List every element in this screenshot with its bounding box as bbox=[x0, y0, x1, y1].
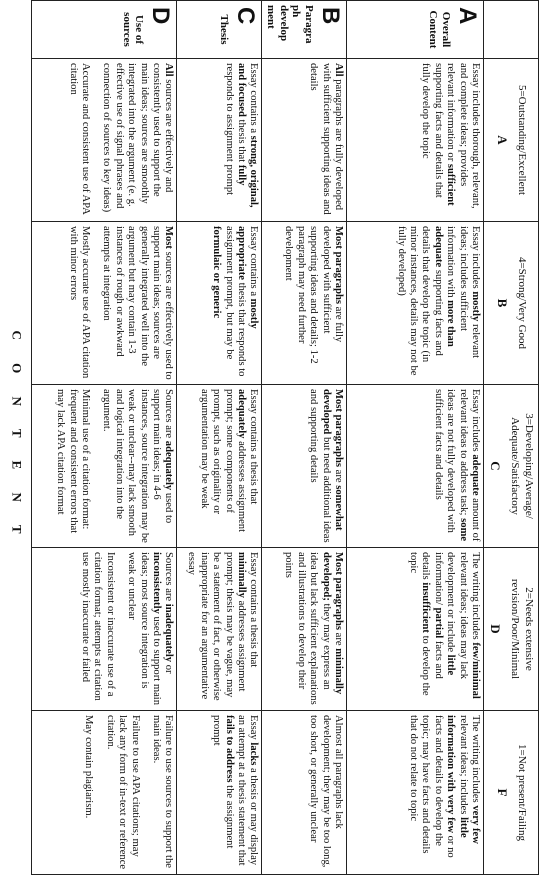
criterion-paragraph bbox=[282, 226, 344, 380]
criterion-text: Essay includes bbox=[470, 226, 481, 292]
criterion-text: thesis that bbox=[236, 116, 248, 165]
criterion-cell bbox=[32, 222, 177, 385]
row-letter: D bbox=[147, 7, 175, 25]
criterion-text: The writing includes bbox=[470, 552, 481, 643]
criterion-text: Mostly accurate use of APA citation with minor errors bbox=[67, 226, 92, 379]
row-letter: B bbox=[317, 7, 344, 25]
criterion-paragraph bbox=[100, 63, 174, 217]
criterion-text: relevant ideas; includes bbox=[457, 715, 469, 818]
row-name-line: ph bbox=[290, 5, 303, 18]
criterion-text: sources are effectively used to support main ideas; sources are generally integrated well into the argument but may contain 1-3 instances of rough or awkward attempts at integration bbox=[101, 226, 175, 380]
criterion-text: or no facts and details to develop the topic; may have facts and details that do not relate to topic bbox=[408, 715, 457, 858]
criterion-emphasis: inconsistently bbox=[151, 552, 163, 614]
rubric-row-thesis bbox=[177, 1, 262, 875]
criterion-paragraph bbox=[307, 715, 344, 870]
header-grade-d bbox=[484, 548, 539, 711]
criterion-emphasis: somewhat developed bbox=[320, 389, 344, 531]
criterion-paragraph bbox=[150, 715, 175, 870]
row-header-overall-content bbox=[347, 1, 484, 59]
criterion-text: supporting facts and details that develop the topic (in minor instances, details may not be fully developed) bbox=[395, 226, 444, 376]
criterion-text: addresses assignment prompt; thesis may be vague, may be a statement of fact, or otherwise inappropriate for an argumentative essay bbox=[186, 552, 248, 701]
header-grade-a bbox=[484, 59, 539, 222]
criterion-text: are bbox=[333, 629, 344, 649]
criterion-paragraph bbox=[100, 389, 174, 543]
row-name-line: ment bbox=[265, 5, 278, 29]
scale-label-b: 4=Strong/Very Good bbox=[516, 256, 528, 350]
criterion-text: Sources are bbox=[163, 552, 175, 604]
criterion-emphasis: some bbox=[457, 518, 469, 542]
criterion-cell bbox=[347, 222, 484, 385]
criterion-paragraph bbox=[431, 389, 481, 543]
criterion-text: used to support main ideas; in 4-6 instances, source integration may be weak or unclear--may lack smooth and logical integration into the argument. bbox=[101, 389, 175, 543]
criterion-emphasis: Most paragraphs bbox=[333, 552, 344, 630]
criterion-emphasis: more than adequate bbox=[432, 226, 457, 347]
criterion-text: used to support main ideas; most source integration is weak or unclear bbox=[126, 552, 163, 706]
criterion-cell bbox=[262, 711, 347, 875]
criterion-paragraph bbox=[54, 389, 91, 543]
criterion-emphasis: little information with very few bbox=[445, 715, 469, 838]
criterion-cell bbox=[177, 385, 262, 548]
criterion-emphasis: Most paragraphs bbox=[333, 389, 344, 467]
criterion-cell bbox=[347, 385, 484, 548]
criterion-paragraph bbox=[82, 715, 94, 870]
row-name bbox=[264, 5, 315, 54]
rubric-row-use-of-sources bbox=[32, 1, 177, 875]
criterion-text: Accurate and consistent use of APA citation bbox=[67, 63, 92, 215]
row-name: Thesis bbox=[218, 14, 231, 45]
criterion-text: Failure to use APA citations; may lack any form of in-text or reference citation. bbox=[104, 715, 141, 870]
criterion-emphasis: lacks bbox=[248, 742, 260, 766]
criterion-cell bbox=[262, 548, 347, 711]
criterion-emphasis: Most paragraphs bbox=[333, 226, 344, 304]
grade-letter-f: F bbox=[495, 788, 511, 797]
criterion-paragraph bbox=[125, 552, 175, 706]
row-letter: A bbox=[454, 7, 481, 25]
scale-label-f: 1=Not present/Failing bbox=[516, 744, 528, 841]
criterion-text: Essay contains a bbox=[248, 226, 260, 299]
rubric-row-overall-content bbox=[347, 1, 484, 875]
criterion-text: responds to assignment prompt bbox=[223, 63, 235, 196]
header-corner-cell bbox=[484, 1, 539, 59]
criterion-paragraph bbox=[210, 226, 260, 380]
header-grade-f bbox=[484, 711, 539, 875]
row-name: Overall Content bbox=[427, 10, 452, 49]
grade-letter-a: A bbox=[495, 135, 511, 145]
criterion-emphasis: fails to address bbox=[223, 715, 235, 783]
criterion-text: to develop the topic bbox=[408, 552, 432, 696]
criterion-text: Failure to use sources to support the main ideas. bbox=[151, 715, 175, 868]
criterion-text: but need additional ideas and supporting details bbox=[308, 389, 332, 543]
criterion-text: Essay includes bbox=[470, 389, 481, 455]
criterion-text: amount of relevant ideas to address task; bbox=[457, 389, 481, 542]
row-name-line: Paragra bbox=[303, 5, 315, 44]
criterion-cell bbox=[177, 59, 262, 222]
criterion-cell bbox=[262, 59, 347, 222]
scale-label-c: 3=Developing/Average/ Adequate/Satisfactory bbox=[509, 413, 535, 519]
criterion-paragraph bbox=[197, 389, 259, 543]
criterion-text: are fully developed with sufficient supporting ideas and details; 1-2 paragraph may need further development bbox=[283, 226, 344, 364]
criterion-paragraph bbox=[407, 552, 481, 706]
criterion-text: The writing includes bbox=[470, 715, 481, 806]
row-header-thesis bbox=[177, 1, 262, 59]
row-header-paragraph-development bbox=[262, 1, 347, 59]
grade-letter-b: B bbox=[495, 298, 511, 308]
criterion-text: addresses assignment prompt; some components of prompt, such as originality or argumentation may be weak bbox=[198, 389, 248, 533]
criterion-emphasis: inadequately bbox=[163, 603, 175, 663]
scale-label-d: 2=Needs extensive revision/Poor/Minimal bbox=[509, 578, 535, 680]
criterion-text: sources are effectively and consistently used to support the main ideas; sources are smoothly integrated into the argument (e. g. effective use of signal phrases and connection of sources to key ideas) bbox=[101, 63, 175, 213]
criterion-cell bbox=[32, 711, 177, 875]
criterion-emphasis: formulaic or generic bbox=[211, 226, 223, 319]
criterion-paragraph bbox=[282, 552, 344, 706]
criterion-emphasis: mostly appropriate bbox=[236, 226, 260, 329]
criterion-text: relevant ideas; includes sufficient information with bbox=[445, 226, 481, 359]
criterion-text: relevant ideas; ideas may lack development or include bbox=[445, 552, 469, 680]
criterion-emphasis: adequately bbox=[236, 389, 248, 439]
criterion-emphasis: Most bbox=[163, 226, 175, 249]
criterion-emphasis: partial bbox=[432, 607, 444, 639]
header-grade-b bbox=[484, 222, 539, 385]
row-name-line: develop bbox=[277, 5, 290, 42]
criterion-emphasis: little bbox=[445, 654, 457, 676]
criterion-emphasis: fully bbox=[236, 164, 248, 186]
criterion-text: Essay contains a thesis that bbox=[248, 552, 260, 668]
criterion-emphasis: adequate bbox=[470, 454, 481, 496]
scale-label-a: 5=Outstanding/Excellent bbox=[516, 84, 528, 196]
criterion-cell bbox=[347, 548, 484, 711]
criterion-emphasis: mostly bbox=[470, 291, 481, 322]
criterion-text: May contain plagiarism. bbox=[83, 715, 95, 819]
rubric-rotated-page bbox=[34, 0, 539, 874]
criterion-paragraph bbox=[100, 226, 174, 380]
criterion-cell bbox=[32, 548, 177, 711]
criterion-cell bbox=[262, 222, 347, 385]
criterion-text: Minimal use of a citation format: frequent and consistent errors that may lack APA citation format bbox=[55, 389, 92, 534]
criterion-emphasis: insufficient bbox=[420, 582, 432, 633]
criterion-text: Essay includes thorough, relevant, and complete ideas; provides relevant information or bbox=[445, 63, 481, 209]
row-header-use-of-sources bbox=[32, 1, 177, 59]
grade-letter-c: C bbox=[488, 461, 504, 471]
criterion-paragraph bbox=[307, 63, 344, 217]
criterion-text: Inconsistent or inaccurate use of a citation format; attempts at citation use mostly inaccurate or failed bbox=[80, 552, 116, 701]
criterion-emphasis: strong, original, and focused bbox=[236, 63, 260, 208]
grade-letter-d: D bbox=[488, 624, 504, 634]
criterion-paragraph bbox=[222, 63, 259, 217]
header-grade-c bbox=[484, 385, 539, 548]
criterion-cell bbox=[177, 548, 262, 711]
criterion-text: ideas are not fully developed with sufficient facts and details bbox=[432, 389, 457, 533]
criterion-paragraph bbox=[185, 552, 259, 706]
row-letter: C bbox=[232, 7, 260, 25]
criterion-text: a thesis or may display an attempt at a thesis statement that bbox=[236, 715, 260, 866]
criterion-emphasis: All bbox=[163, 63, 175, 77]
criterion-text: are bbox=[333, 466, 344, 486]
criterion-paragraph bbox=[419, 63, 481, 217]
grading-rubric-table bbox=[31, 0, 539, 875]
criterion-paragraph bbox=[394, 226, 481, 380]
criterion-text: Essay contains a bbox=[248, 63, 260, 136]
criterion-text: or bbox=[163, 662, 175, 674]
criterion-emphasis: sufficient bbox=[445, 163, 457, 206]
criterion-text: thesis that responds to assignment prompt, but may be bbox=[223, 226, 248, 377]
criterion-paragraph bbox=[103, 715, 140, 870]
criterion-text: Essay contains a thesis that bbox=[248, 389, 260, 505]
criterion-cell bbox=[347, 711, 484, 875]
criterion-emphasis: minimally bbox=[236, 552, 248, 598]
criterion-text: the assignment prompt bbox=[211, 715, 235, 849]
criterion-paragraph bbox=[66, 63, 91, 217]
criterion-text: Essay bbox=[248, 715, 260, 743]
criterion-cell bbox=[177, 222, 262, 385]
criterion-emphasis: All bbox=[333, 63, 344, 77]
criterion-paragraph bbox=[210, 715, 260, 870]
criterion-cell bbox=[32, 385, 177, 548]
grade-header-row bbox=[484, 1, 539, 875]
row-name: Use of sources bbox=[120, 12, 146, 47]
criterion-paragraph bbox=[307, 389, 344, 543]
criterion-emphasis: very few bbox=[470, 805, 481, 844]
content-label-text: C O N T E N T bbox=[10, 330, 25, 544]
criterion-cell bbox=[177, 711, 262, 875]
rubric-row-paragraph-development bbox=[262, 1, 347, 875]
criterion-emphasis: minimally developed; bbox=[320, 552, 344, 695]
criterion-cell bbox=[262, 385, 347, 548]
criterion-cell bbox=[32, 59, 177, 222]
criterion-emphasis: few/minimal bbox=[470, 642, 481, 699]
criterion-text: supporting facts and details that fully develop the topic bbox=[420, 63, 444, 198]
criterion-text: paragraphs are fully developed with sufficient supporting ideas and details bbox=[308, 63, 344, 215]
criterion-text: information/ bbox=[432, 552, 444, 608]
criterion-cell bbox=[347, 59, 484, 222]
criterion-paragraph bbox=[79, 552, 116, 706]
criterion-text: Sources are bbox=[163, 389, 175, 441]
criterion-text: they may express an idea but lack sufficient explanations and illustrations to develop their points bbox=[283, 552, 332, 705]
criterion-paragraph bbox=[66, 226, 91, 380]
criterion-text: facts and details bbox=[420, 552, 444, 679]
criterion-paragraph bbox=[407, 715, 481, 870]
criterion-text: Almost all paragraphs lack development; they may be too long, too short, or generally unclear bbox=[308, 715, 344, 868]
criterion-emphasis: adequately bbox=[163, 440, 175, 491]
content-section-label bbox=[0, 0, 34, 874]
